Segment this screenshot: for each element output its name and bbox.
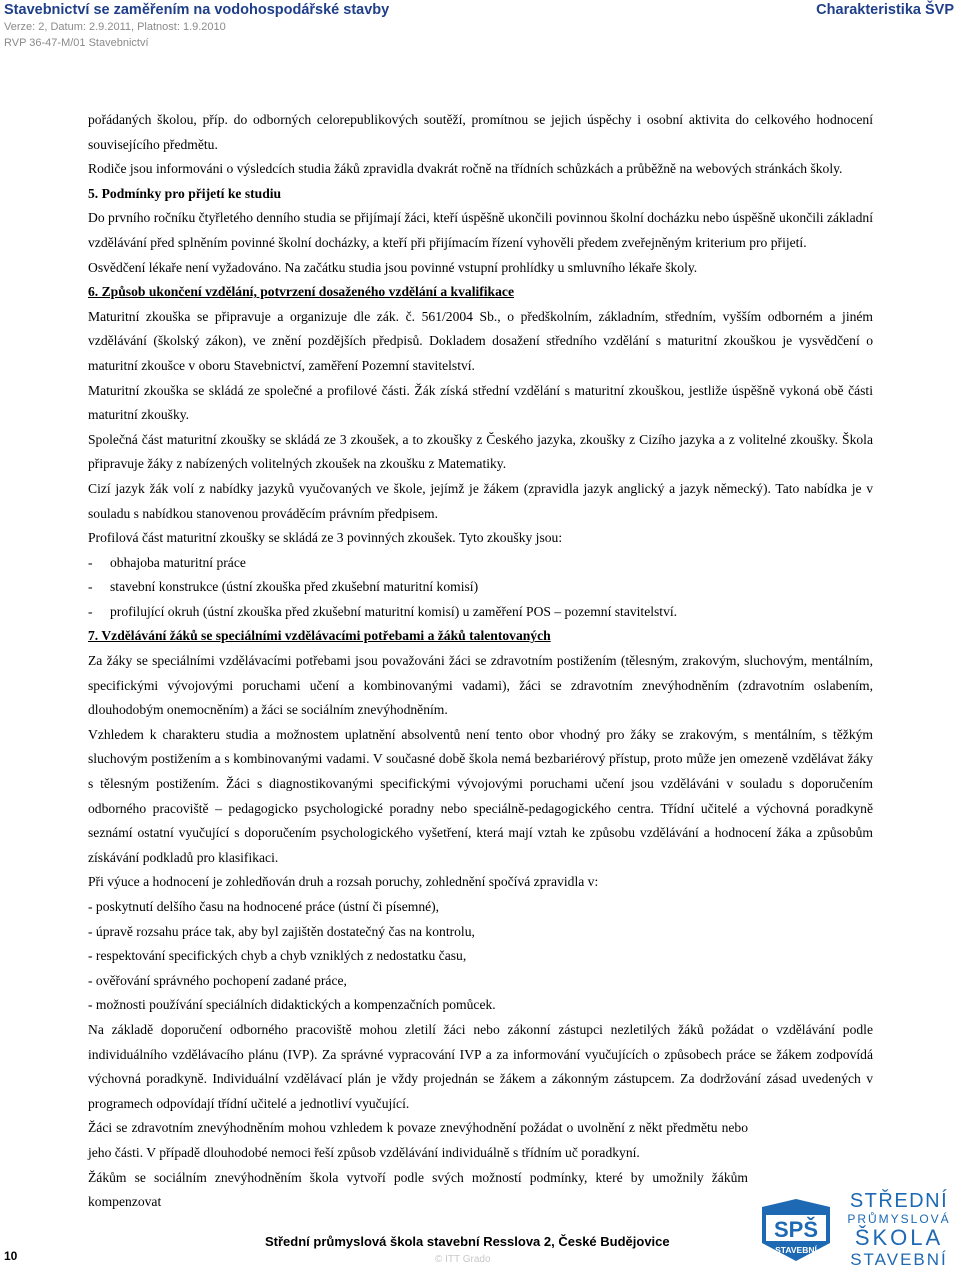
paragraph: Vzhledem k charakteru studia a možnostem uplatnění absolventů není tento obor vhodný pro žáky se zrakovým, s mentálním, s těžkým sluchovým postižením a s kombinovanými vadami. V současné době škola nemá bezbariérový přístup, proto může jen omezeně vzdělávat žáky s tělesným postižením. Žáci s diagnostikovanými specifickými vývojovými poruchami učení jsou vzděláváni v souladu s doporučením odborného pracoviště – pedagogicko psychologické poradny nebo speciálně-pedagogického centra. Třídní učitelé a výchovná poradkyně seznámí ostatní vyučující s doporučením psychologického vyšetření, která mají vztah ke způsobu vzdělávání a hodnocení žáka a způsobům získávání podkladů pro klasifikaci. — [88, 726, 873, 865]
list-item: - stavební konstrukce (ústní zkouška před zkušební maturitní komisí) — [88, 579, 479, 595]
page-header — [0, 0, 960, 60]
paragraph: Za žáky se speciálními vzdělávacími potřebami jsou považováni žáci se zdravotním postižením (tělesným, zrakovým, sluchovým, mentálním, specifickými vývojovými poruchami učení a kombinovanými vadami), žáci se zdravotním znevýhodněním (zdravotním oslabením, dlouhodobým onemocněním) a žáci se sociálním znevýhodněním. — [88, 653, 873, 718]
list-item: - obhajoba maturitní práce — [88, 554, 246, 570]
svg-text:SPŠ: SPŠ — [773, 1217, 819, 1242]
logo-line-1: STŘEDNÍ — [849, 1190, 949, 1212]
paragraph: Rodiče jsou informováni o výsledcích studia žáků zpravidla dvakrát ročně na třídních schůzkách a průběžně na webových stránkách školy. — [88, 161, 843, 177]
logo-line-4: STAVEBNÍ — [850, 1250, 948, 1269]
section-heading-7: 7. Vzdělávání žáků se speciálními vzdělávacími potřebami a žáků talentovaných — [88, 628, 551, 644]
header-rvp: RVP 36-47-M/01 Stavebnictví — [4, 37, 149, 49]
header-title: Stavebnictví se zaměřením na vodohospodářské stavby — [4, 2, 390, 18]
logo-line-3: ŠKOLA — [854, 1225, 944, 1250]
footer-school-name: Střední průmyslová škola stavební Resslova 2, České Budějovice — [265, 1234, 670, 1249]
shield-icon — [760, 1197, 832, 1263]
paragraph: Do prvního ročníku čtyřletého denního studia se přijímají žáci, kteří úspěšně ukončili povinnou školní docházku nebo úspěšně ukončili základní vzdělávání před splněním povinné školní docházky, a kteří při přijímacím řízení vyhověli předem zveřejněným kriterium pro přijetí. — [88, 210, 873, 250]
paragraph: Osvědčení lékaře není vyžadováno. Na začátku studia jsou povinné vstupní prohlídky u smluvního lékaře školy. — [88, 259, 698, 275]
paragraph: Cizí jazyk žák volí z nabídky jazyků vyučovaných ve škole, jejímž je žákem (zpravidla jazyk anglický a jazyk německý). Tato nabídka je v souladu s nabídkou stanovenou prováděcím právním předpisem. — [88, 480, 873, 521]
svg-text:STAVEBNÍ: STAVEBNÍ — [775, 1245, 817, 1255]
section-heading-6: 6. Způsob ukončení vzdělání, potvrzení dosaženého vzdělání a kvalifikace — [88, 284, 514, 300]
list-item: - možnosti používání speciálních didaktických a kompenzačních pomůcek. — [88, 997, 496, 1013]
list-item: - úpravě rozsahu práce tak, aby byl zajištěn dostatečný čas na kontrolu, — [88, 923, 475, 939]
paragraph: Žákům se sociálním znevýhodněním škola vytvoří podle svých možností podmínky, které by umožnily žákům kompenzovat — [88, 1169, 748, 1210]
list-item: - ověřování správného pochopení zadané práce, — [88, 972, 347, 988]
list-item: - profilující okruh (ústní zkouška před zkušební maturitní komisí) u zaměření POS – pozemní stavitelství. — [88, 603, 678, 619]
logo-wordmark — [842, 1191, 956, 1268]
header-version: Verze: 2, Datum: 2.9.2011, Platnost: 1.9.2010 — [4, 21, 226, 33]
footer-watermark: © ITT Grado — [435, 1254, 491, 1265]
logo-line-2: PRŮMYSLOVÁ — [847, 1212, 951, 1226]
paragraph: Žáci se zdravotním znevýhodněním mohou vzhledem k povaze znevýhodnění požádat o uvolnění z někt předmětu nebo jeho části. V případě dlouhodobé nemoci řeší způsob vzdělávání individuálně s třídním uč poradkyní. — [88, 1120, 748, 1160]
paragraph: Profilová část maturitní zkoušky se skládá ze 3 povinných zkoušek. Tyto zkoušky jsou: — [88, 530, 563, 546]
paragraph: pořádaných školou, příp. do odborných celorepublikových soutěží, promítnou se jejich úspěchy i osobní aktivita do celkového hodnocení souvisejícího předmětu. — [88, 112, 873, 152]
list-item: - poskytnutí delšího času na hodnocené práce (ústní či písemné), — [88, 899, 440, 914]
paragraph: Na základě doporučení odborného pracoviště mohou zletilí žáci nebo zákonní zástupci nezletilých žáků požádat o vzdělávání podle individuálního vzdělávacího plánu (IVP). Za správné vypracování IVP a za informování vyučujících o způsobech práce se žákem zodpovídá výchovná poradkyně. Individuální vzdělávací plán je vždy projednán se žákem a zákonným zástupcem. Za dodržování zásad uvedených v programech odpovídají třídní učitelé a jednotliví vyučující. — [88, 1021, 873, 1111]
document-body — [88, 108, 873, 1215]
paragraph: Při výuce a hodnocení je zohledňován druh a rozsah poruchy, zohlednění spočívá zpravidla v: — [88, 874, 599, 890]
paragraph: Maturitní zkouška se připravuje a organizuje dle zák. č. 561/2004 Sb., o předškolním, základním, středním, vyšším odborném a jiném vzdělávání (školský zákon), ve znění pozdějších předpisů. Dokladem dosažení středního vzdělání s maturitní zkouškou je vysvědčení o maturitní zkoušce v oboru Stavebnictví, zaměření Pozemní stavitelství. — [88, 308, 873, 373]
list-item: - respektování specifických chyb a chyb vzniklých z nedostatku času, — [88, 948, 467, 964]
paragraph: Společná část maturitní zkoušky se skládá ze 3 zkoušek, a to zkoušky z Českého jazyka, zkoušky z Cizího jazyka a z volitelné zkoušky. Škola připravuje žáky z nabízených volitelných zkoušek na zkoušku z Matematiky. — [88, 431, 873, 472]
paragraph: Maturitní zkouška se skládá ze společné a profilové části. Žák získá střední vzdělání s maturitní zkouškou, jestliže úspěšně vykoná obě části maturitní zkoušky. — [88, 382, 873, 423]
school-logo — [752, 1185, 958, 1273]
page-number: 10 — [4, 1249, 18, 1263]
header-section-label: Charakteristika ŠVP — [816, 2, 954, 18]
section-heading-5: 5. Podmínky pro přijetí ke studiu — [88, 185, 282, 201]
